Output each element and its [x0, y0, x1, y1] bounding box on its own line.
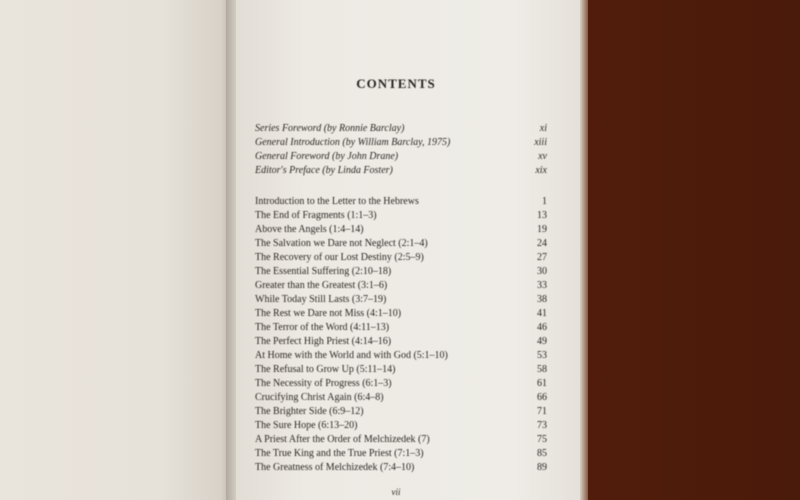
- toc-entry-page: 85: [537, 448, 547, 459]
- toc-entry: [255, 405, 547, 419]
- toc-entry-page: 38: [537, 294, 547, 305]
- toc-entry-title: While Today Still Lasts (3:7–19): [255, 294, 387, 305]
- toc-entry-page: 89: [537, 462, 547, 473]
- toc-entry-title: Series Foreword (by Ronnie Barclay): [255, 123, 405, 134]
- toc-entry-page: 66: [537, 392, 547, 403]
- toc-entry: [255, 223, 547, 237]
- toc-entry: [255, 164, 547, 178]
- toc-entry-page: 41: [537, 308, 547, 319]
- toc-entry: [255, 307, 547, 321]
- left-book-page: [0, 0, 232, 500]
- toc-entry-page: xv: [538, 151, 547, 162]
- toc-entry-title: Editor's Preface (by Linda Foster): [255, 165, 393, 176]
- toc-entry-title: The Terror of the Word (4:11–13): [255, 322, 390, 333]
- toc-entry: [255, 391, 547, 405]
- contents-heading: CONTENTS: [356, 76, 436, 91]
- toc-entry-page: 73: [537, 420, 547, 431]
- toc-entry-page: 53: [537, 350, 547, 361]
- toc-entry-title: The End of Fragments (1:1–3): [255, 210, 377, 221]
- toc-entry: [255, 209, 547, 223]
- toc-entry: [255, 461, 547, 475]
- toc-entry-title: Above the Angels (1:4–14): [255, 224, 364, 235]
- toc-entry: [255, 136, 547, 150]
- toc-entry-page: 24: [537, 238, 547, 249]
- toc-entry-title: The Brighter Side (6:9–12): [255, 406, 364, 417]
- toc-entry-page: 46: [537, 322, 547, 333]
- toc-entry: [255, 321, 547, 335]
- toc-entry: [255, 265, 547, 279]
- toc-entry-title: The True King and the True Priest (7:1–3): [255, 448, 424, 459]
- toc-entry-title: The Recovery of our Lost Destiny (2:5–9): [255, 252, 424, 263]
- toc-entry: [255, 150, 547, 164]
- toc-entry-title: The Necessity of Progress (6:1–3): [255, 378, 392, 389]
- toc-entry-page: 33: [537, 280, 547, 291]
- toc-entry: [255, 363, 547, 377]
- toc-entry-page: 75: [537, 434, 547, 445]
- toc-entry: [255, 122, 547, 136]
- toc-entry-page: 71: [537, 406, 547, 417]
- toc-entry-title: A Priest After the Order of Melchizedek (7): [255, 434, 430, 445]
- toc-entry-page: xi: [539, 123, 547, 134]
- toc-entry-page: 13: [537, 210, 547, 221]
- toc-entry-title: The Essential Suffering (2:10–18): [255, 266, 392, 277]
- toc-entry: [255, 251, 547, 265]
- toc-entry: [255, 293, 547, 307]
- toc-entry-title: The Rest we Dare not Miss (4:1–10): [255, 308, 402, 319]
- toc-entry: [255, 237, 547, 251]
- toc-entry-page: 27: [537, 252, 547, 263]
- toc-entry-title: General Introduction (by William Barclay, 1975): [255, 137, 451, 148]
- toc-entry: [255, 433, 547, 447]
- toc-entry-page: 49: [537, 336, 547, 347]
- toc-entry: [255, 279, 547, 293]
- toc-entry: [255, 419, 547, 433]
- toc-entry-title: Greater than the Greatest (3:1–6): [255, 280, 388, 291]
- toc-entry-title: The Perfect High Priest (4:14–16): [255, 336, 392, 347]
- page-number: vii: [391, 487, 401, 497]
- toc-entry-page: 19: [537, 224, 547, 235]
- toc-entry-title: General Foreword (by John Drane): [255, 151, 399, 162]
- toc-entry-title: Introduction to the Letter to the Hebrews: [255, 196, 419, 207]
- toc-entry-title: At Home with the World and with God (5:1–10): [255, 350, 448, 361]
- toc-entry-page: 61: [537, 378, 547, 389]
- toc-entry-page: 30: [537, 266, 547, 277]
- toc-entry-title: The Refusal to Grow Up (5:11–14): [255, 364, 396, 375]
- toc-entry-title: Crucifying Christ Again (6:4–8): [255, 392, 384, 403]
- toc-entry: [255, 335, 547, 349]
- toc-entry: [255, 377, 547, 391]
- toc-entry-page: xix: [535, 165, 547, 176]
- toc-entry-title: The Sure Hope (6:13–20): [255, 420, 358, 431]
- toc-entry-page: xiii: [534, 137, 547, 148]
- toc-entry-title: The Greatness of Melchizedek (7:4–10): [255, 462, 415, 473]
- toc-entry-page: 58: [537, 364, 547, 375]
- toc-entry-page: 1: [542, 196, 547, 207]
- toc-entry: [255, 195, 547, 209]
- toc-entry: [255, 349, 547, 363]
- toc-entry-title: The Salvation we Dare not Neglect (2:1–4): [255, 238, 428, 249]
- toc-entry: [255, 447, 547, 461]
- contents-page: [236, 0, 584, 500]
